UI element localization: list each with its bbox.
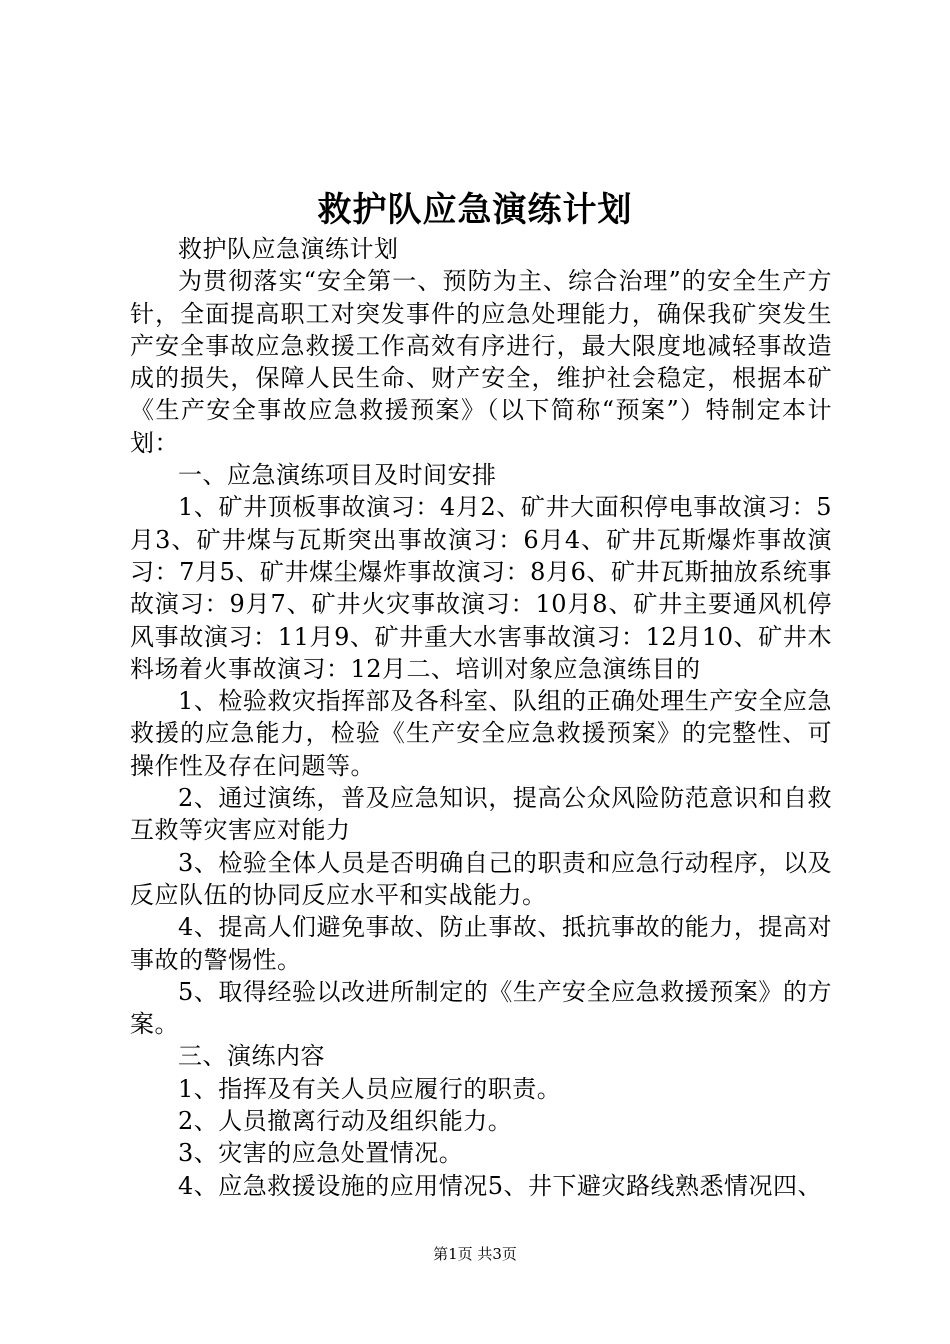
paragraph-purpose-1: 1、检验救灾指挥部及各科室、队组的正确处理生产安全应急救援的应急能力，检验《生产安全应急救援预案》的完整性、可操作性及存在问题等。 [130, 687, 832, 780]
paragraph-purpose-3: 3、检验全体人员是否明确自己的职责和应急行动程序，以及反应队伍的协同反应水平和实战能力。 [130, 848, 832, 909]
page-title: 救护队应急演练计划 [317, 190, 633, 230]
paragraph-purpose-4: 4、提高人们避免事故、防止事故、抵抗事故的能力，提高对事故的警惕性。 [130, 913, 832, 974]
section-heading-content: 三、演练内容 [178, 1042, 325, 1071]
paragraph-content-2: 2、人员撤离行动及组织能力。 [178, 1107, 513, 1136]
paragraph-schedule-list: 1、矿井顶板事故演习：4月2、矿井大面积停电事故演习：5月3、矿井煤与瓦斯突出事故演习：6月4、矿井瓦斯爆炸事故演习：7月5、矿井煤尘爆炸事故演习：8月6、矿井瓦斯抽放系统事故演习：9月7、矿井火灾事故演习：10月8、矿井主要通风机停风事故演习：11月9、矿井重大水害事故演习：12月10、矿井木料场着火事故演习：12月二、培训对象应急演练目的 [130, 493, 832, 683]
paragraph-intro: 为贯彻落实“安全第一、预防为主、综合治理”的安全生产方针，全面提高职工对突发事件的应急处理能力，确保我矿突发生产安全事故应急救援工作高效有序进行，最大限度地减轻事故造成的损失，保障人民生命、财产安全，维护社会稳定，根据本矿《生产安全事故应急救援预案》（以下简称“预案”）特制定本计划： [130, 267, 832, 457]
section-heading-schedule: 一、应急演练项目及时间安排 [178, 461, 497, 490]
paragraph-purpose-2: 2、通过演练，普及应急知识，提高公众风险防范意识和自救互救等灾害应对能力 [130, 784, 832, 845]
paragraph-subtitle: 救护队应急演练计划 [178, 235, 399, 263]
page-footer: 第1页 共3页 [433, 1245, 517, 1263]
paragraph-content-4: 4、应急救援设施的应用情况5、井下避灾路线熟悉情况四、 [178, 1171, 823, 1200]
paragraph-content-3: 3、灾害的应急处置情况。 [178, 1139, 464, 1168]
paragraph-content-1: 1、指挥及有关人员应履行的职责。 [178, 1074, 562, 1103]
document-body [130, 233, 832, 1202]
paragraph-purpose-5: 5、取得经验以改进所制定的《生产安全应急救援预案》的方案。 [130, 977, 832, 1039]
